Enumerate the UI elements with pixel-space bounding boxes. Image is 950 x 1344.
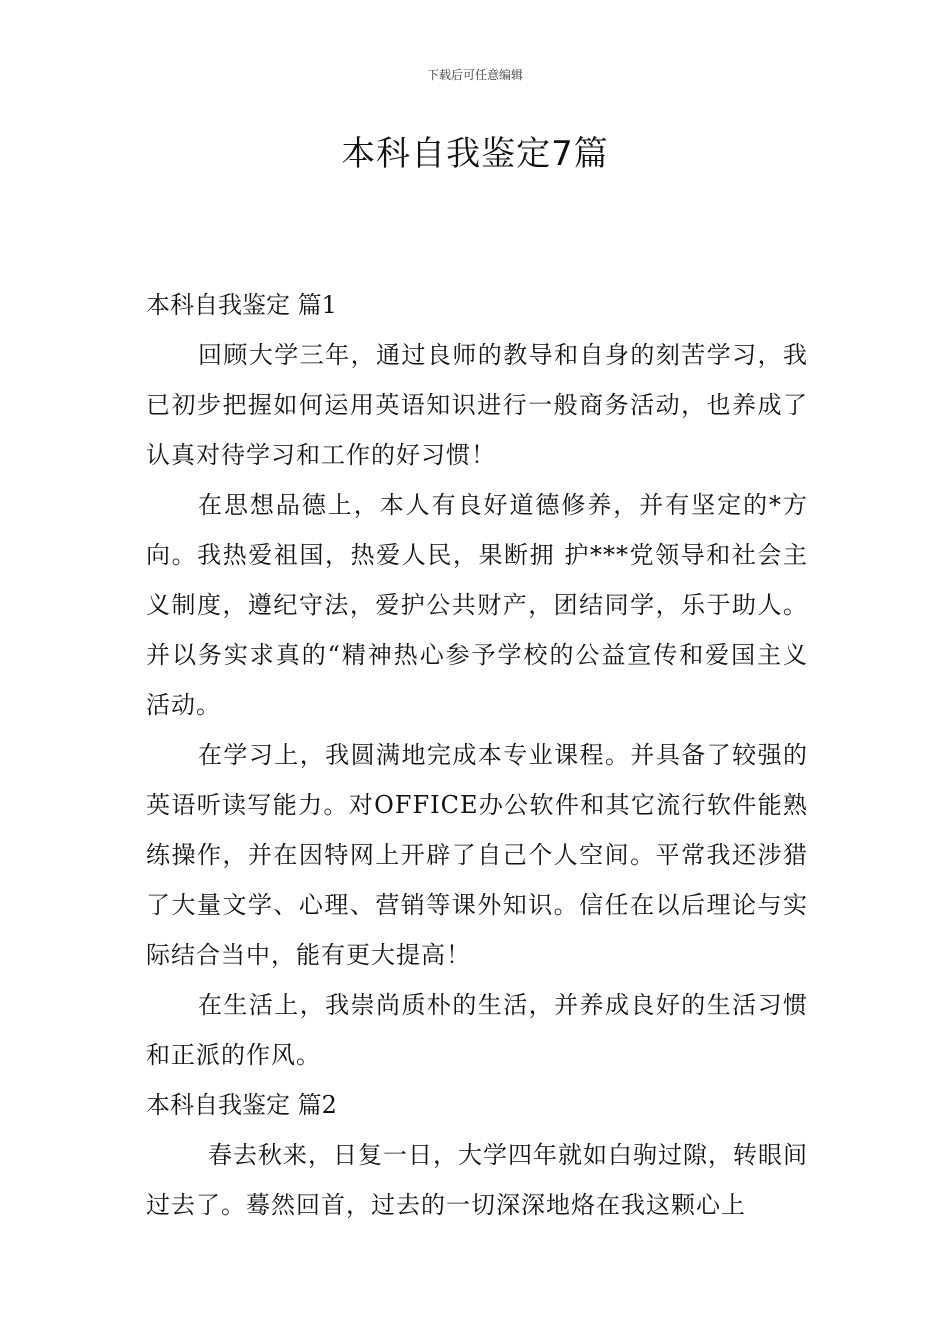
paragraph: 回顾大学三年，通过良师的教导和自身的刻苦学习，我已初步把握如何运用英语知识进行一般商务活动，也养成了认真对待学习和工作的好习惯！ xyxy=(146,341,808,469)
document-body xyxy=(146,280,808,1230)
paragraph: 在生活上，我崇尚质朴的生活，并养成良好的生活习惯和正派的作风。 xyxy=(146,991,808,1069)
section-2 xyxy=(146,1080,808,1230)
paragraph: 在思想品德上，本人有良好道德修养，并有坚定的*方向。我热爱祖国，热爱人民，果断拥 护***党领导和社会主义制度，遵纪守法，爱护公共财产，团结同学，乐于助人。并以务实求真的“精神热心参予学校的公益宣传和爱国主义活动。 xyxy=(146,491,808,719)
section-1 xyxy=(146,280,808,1080)
section-heading: 本科自我鉴定 篇1 xyxy=(146,291,337,319)
paragraph: 在学习上，我圆满地完成本专业课程。并具备了较强的英语听读写能力。对OFFICE办公软件和其它流行软件能熟练操作，并在因特网上开辟了自己个人空间。平常我还涉猎了大量文学、心理、营销等课外知识。信任在以后理论与实际结合当中，能有更大提高！ xyxy=(146,741,808,969)
document-title: 本科自我鉴定7篇 xyxy=(341,134,609,174)
paragraph: 春去秋来，日复一日，大学四年就如白驹过隙，转眼间过去了。蓦然回首，过去的一切深深地烙在我这颗心上 xyxy=(146,1141,808,1219)
header-note: 下载后可任意编辑 xyxy=(426,68,523,82)
section-heading: 本科自我鉴定 篇2 xyxy=(146,1091,337,1119)
